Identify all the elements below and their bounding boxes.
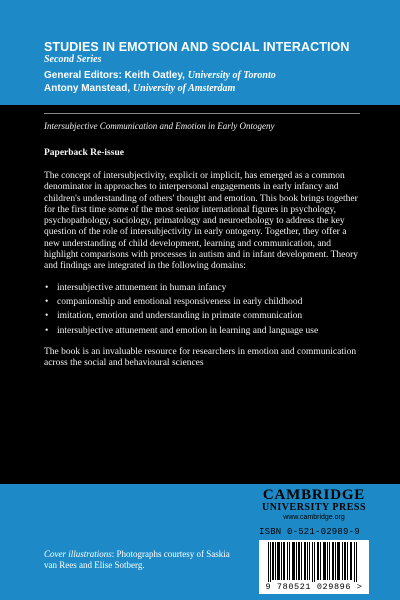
editor-line-2	[44, 83, 384, 96]
editor2-affiliation: University of Amsterdam	[132, 82, 236, 94]
editor2-name: Antony Manstead,	[44, 82, 133, 94]
series-info	[44, 40, 384, 95]
description-paragraph: The concept of intersubjectivity, explicit or implicit, has emerged as a common denominator in approaches to interpersonal engagements in early infancy and children's understanding of others' thought and emotion. This book brings together for the first time some of the most senior international figures in psychology, psychopathology, sociology, primatology and neuroethology to address the key question of the role of intersubjectivity in early ontogeny. Together, they offer a new understanding of child development, learning and communication, and highlight comparisons with processes in autism and in infant development. Theory and findings are integrated in the following domains:	[44, 171, 359, 272]
editor-line-1	[44, 70, 384, 83]
series-subtitle: Second Series	[44, 54, 102, 65]
cover-illustrations-text: : Photographs courtesy of Saskia van Rees and Elise Sotberg.	[44, 549, 230, 570]
domains-list	[44, 283, 360, 337]
series-title: STUDIES IN EMOTION AND SOCIAL INTERACTION	[44, 40, 350, 54]
list-item	[44, 311, 360, 322]
barcode	[259, 540, 369, 594]
barcode-digits: 9 780521 029896 >	[259, 582, 369, 592]
closing-paragraph: The book is an invaluable resource for researchers in emotion and communication across the social and behavioural sciences	[44, 346, 357, 369]
editor1-affiliation: University of Toronto	[187, 70, 276, 81]
bullet-icon: •	[45, 282, 49, 293]
book-title: Intersubjective Communication and Emotion in Early Ontogeny	[44, 121, 275, 131]
publisher-press: UNIVERSITY PRESS	[261, 502, 367, 513]
list-item	[44, 283, 360, 294]
bullet-icon: •	[45, 325, 49, 336]
publisher-url: www.cambridge.org	[283, 514, 345, 521]
isbn: ISBN 0-521-02989-9	[259, 527, 360, 537]
list-item-text: intersubjective attunement and emotion in learning and language use	[57, 325, 319, 336]
list-item-text: companionship and emotional responsiveness in early childhood	[57, 296, 303, 307]
list-item-text: intersubjective attunement in human infancy	[57, 282, 227, 293]
publisher-logo	[259, 488, 369, 522]
bullet-icon: •	[45, 311, 49, 322]
cover-illustrations-credit	[44, 549, 234, 571]
list-item	[44, 326, 360, 337]
publisher-name: CAMBRIDGE	[262, 487, 366, 503]
divider	[44, 113, 360, 114]
blurb	[44, 171, 360, 379]
edition-label: Paperback Re-issue	[44, 148, 124, 158]
cover-illustrations-label: Cover illustrations	[44, 549, 112, 559]
series-band	[0, 0, 400, 105]
list-item-text: imitation, emotion and understanding in primate communication	[57, 311, 303, 322]
barcode-bars-icon	[259, 540, 369, 584]
bullet-icon: •	[45, 296, 49, 307]
editors-label: General Editors: Keith Oatley,	[44, 70, 188, 81]
list-item	[44, 297, 360, 308]
